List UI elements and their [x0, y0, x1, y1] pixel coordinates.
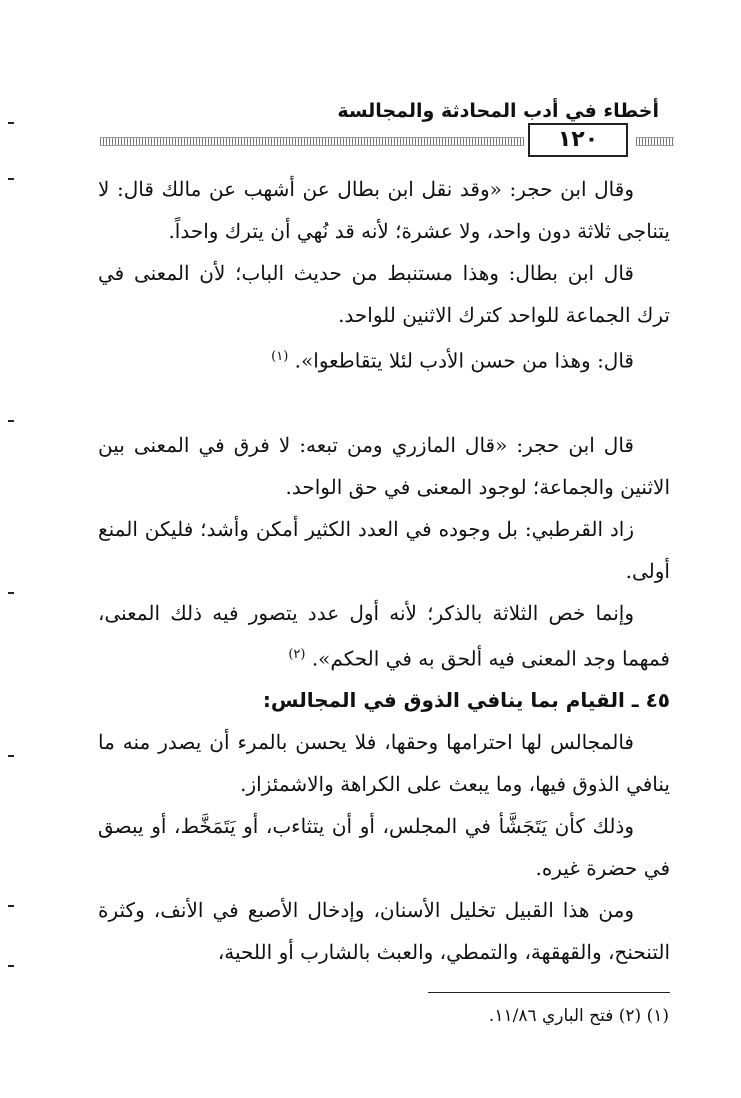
scan-tick-mark: [8, 420, 14, 422]
paragraph: قال ابن حجر: «قال المازري ومن تبعه: لا فرق في المعنى بين الاثنين والجماعة؛ لوجود المعنى في حق الواحد.: [98, 432, 670, 499]
paragraph-text: وإنما خص الثلاثة بالذكر؛ لأنه أول عدد يتصور فيه ذلك المعنى، فمهما وجد المعنى فيه ألحق به في الحكم».: [98, 600, 670, 671]
footnote-reference: (٢): [288, 646, 306, 662]
paragraph-gap: [98, 382, 670, 424]
header-rule-left: [100, 137, 524, 146]
header-rule-right: [636, 137, 674, 146]
paragraph: [98, 592, 670, 680]
scan-tick-mark: [8, 122, 14, 124]
paragraph-text: قال: وهذا من حسن الأدب لئلا يتقاطعوا».: [294, 348, 634, 373]
paragraph: زاد القرطبي: بل وجوده في العدد الكثير أمكن وأشد؛ فليكن المنع أولى.: [98, 516, 670, 583]
footnote-reference: (١): [271, 349, 289, 364]
paragraph: فالمجالس لها احترامها وحقها، فلا يحسن بالمرء أن يصدر منه ما ينافي الذوق فيها، وما يبعث على الكراهة والاشمئزاز.: [98, 730, 670, 797]
running-title: أخطاء في أدب المحادثة والمجالسة: [337, 100, 659, 122]
section-heading: ٤٥ ـ القيام بما ينافي الذوق في المجالس:: [262, 688, 670, 713]
scan-tick-mark: [8, 178, 14, 180]
paragraph: ومن هذا القبيل تخليل الأسنان، وإدخال الأصبع في الأنف، وكثرة التنحنح، والقهقهة، والتمطي، والعبث بالشارب أو اللحية،: [98, 898, 670, 965]
paragraph: وذلك كأن يَتَجَشَّأ في المجلس، أو أن يتثاءب، أو يَتَمَخَّط، أو يبصق في حضرة غيره.: [98, 814, 670, 881]
footnote: (١) (٢) فتح الباري ١١/٨٦.: [488, 1006, 669, 1026]
body-text: [98, 168, 670, 973]
paragraph: [98, 336, 670, 382]
scan-tick-mark: [8, 755, 14, 757]
paragraph: قال ابن بطال: وهذا مستنبط من حديث الباب؛ لأن المعنى في ترك الجماعة للواحد كترك الاثنين للواحد.: [98, 261, 670, 327]
scan-tick-mark: [8, 592, 14, 594]
paragraph: وقال ابن حجر: «وقد نقل ابن بطال عن أشهب عن مالك قال: لا يتناجى ثلاثة دون واحد، ولا عشرة؛ لأنه قد نُهي أن يترك واحداً.: [98, 177, 670, 243]
page-number: ١٢٠: [528, 123, 628, 157]
footnote-rule: [428, 992, 670, 993]
scan-tick-mark: [8, 905, 14, 907]
scan-tick-mark: [8, 965, 14, 967]
